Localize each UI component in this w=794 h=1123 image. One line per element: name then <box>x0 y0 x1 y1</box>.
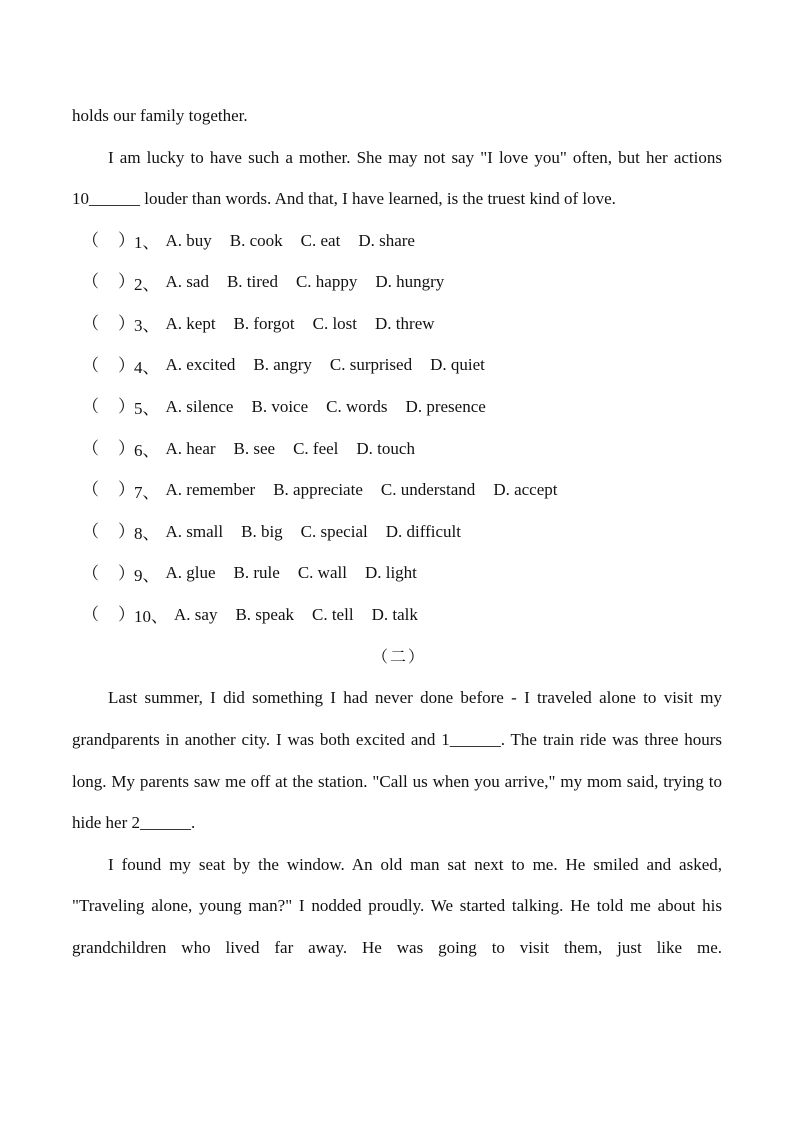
right-paren: ） <box>118 480 135 500</box>
answer-option: A. say <box>174 604 218 624</box>
answer-option: D. share <box>358 230 415 250</box>
passage-continuation: holds our family together. <box>72 106 248 125</box>
left-paren: （ <box>82 438 99 458</box>
question-list <box>72 220 722 636</box>
answer-option: A. hear <box>165 438 216 458</box>
answer-option: D. difficult <box>385 521 461 541</box>
answer-option: A. buy <box>165 230 212 250</box>
question-number: 8、 <box>134 524 160 544</box>
question-row <box>72 386 722 428</box>
question-number: 5、 <box>134 399 160 419</box>
question-number: 3、 <box>134 316 160 336</box>
right-paren: ） <box>118 397 135 417</box>
answer-blank[interactable] <box>72 594 134 636</box>
story-paragraph-one: Last summer, I did something I had never done before - I traveled alone to visit my grandparents in another city. I was both excited and 1______. The train ride was three hours long. My parents saw me off at the station. "Call us when you arrive," my mom said, trying to hide her 2______. <box>72 688 722 833</box>
answer-option: C. feel <box>293 438 339 458</box>
answer-option: B. appreciate <box>273 480 363 500</box>
question-row <box>72 220 722 262</box>
left-paren: （ <box>82 355 99 375</box>
answer-blank[interactable] <box>72 345 134 387</box>
right-paren: ） <box>118 230 135 250</box>
answer-option: D. presence <box>405 396 486 416</box>
answer-option: B. see <box>233 438 276 458</box>
answer-option: B. voice <box>251 396 309 416</box>
answer-option: C. wall <box>297 563 347 583</box>
question-number: 6、 <box>134 441 160 461</box>
passage-closing-paragraph: I am lucky to have such a mother. She may not say "I love you" often, but her actions 10______ louder than words. And that, I have learned, is the truest kind of love. <box>72 147 722 209</box>
answer-option: D. threw <box>375 313 435 333</box>
answer-option: C. surprised <box>329 355 413 375</box>
question-row <box>72 469 722 511</box>
answer-option: C. words <box>326 396 388 416</box>
answer-blank[interactable] <box>72 261 134 303</box>
right-paren: ） <box>118 521 135 541</box>
answer-blank[interactable] <box>72 220 134 262</box>
left-paren: （ <box>82 563 99 583</box>
question-row <box>72 261 722 303</box>
answer-blank[interactable] <box>72 511 134 553</box>
answer-blank[interactable] <box>72 303 134 345</box>
question-row <box>72 345 722 387</box>
section-title: （二） <box>371 646 426 666</box>
answer-option: A. excited <box>165 355 236 375</box>
answer-option: D. talk <box>371 604 418 624</box>
right-paren: ） <box>118 605 135 625</box>
answer-option: B. big <box>241 521 283 541</box>
question-row <box>72 303 722 345</box>
answer-blank[interactable] <box>72 386 134 428</box>
right-paren: ） <box>118 563 135 583</box>
question-row <box>72 428 722 470</box>
answer-option: C. special <box>300 521 368 541</box>
right-paren: ） <box>118 272 135 292</box>
answer-option: B. angry <box>253 355 312 375</box>
right-paren: ） <box>118 313 135 333</box>
answer-option: D. accept <box>493 480 558 500</box>
answer-option: C. understand <box>380 480 476 500</box>
question-number: 7、 <box>134 482 160 502</box>
right-paren: ） <box>118 438 135 458</box>
answer-option: A. glue <box>165 563 216 583</box>
story-paragraph-two: I found my seat by the window. An old man sat next to me. He smiled and asked, "Traveling alone, young man?" I nodded proudly. We started talking. He told me about his grandchildren who lived far away. He was going to visit them, just like me. <box>72 854 722 957</box>
answer-option: B. tired <box>226 272 278 292</box>
document-page <box>72 95 722 968</box>
answer-option: D. quiet <box>430 355 485 375</box>
left-paren: （ <box>82 313 99 333</box>
answer-option: C. eat <box>300 230 341 250</box>
question-row <box>72 553 722 595</box>
answer-option: B. speak <box>235 604 294 624</box>
question-number: 10、 <box>134 607 168 627</box>
left-paren: （ <box>82 272 99 292</box>
answer-option: B. forgot <box>233 313 295 333</box>
answer-option: B. cook <box>229 230 283 250</box>
question-number: 4、 <box>134 357 160 377</box>
question-number: 1、 <box>134 233 160 253</box>
answer-option: A. silence <box>165 396 234 416</box>
question-row <box>72 511 722 553</box>
question-number: 2、 <box>134 274 160 294</box>
answer-option: A. remember <box>165 480 256 500</box>
answer-option: D. light <box>364 563 417 583</box>
left-paren: （ <box>82 521 99 541</box>
left-paren: （ <box>82 480 99 500</box>
answer-option: D. hungry <box>375 272 445 292</box>
answer-option: C. happy <box>295 272 358 292</box>
left-paren: （ <box>82 230 99 250</box>
answer-blank[interactable] <box>72 469 134 511</box>
answer-option: B. rule <box>233 563 280 583</box>
answer-option: A. sad <box>165 272 209 292</box>
question-row <box>72 594 722 636</box>
answer-option: C. tell <box>312 604 354 624</box>
answer-option: A. small <box>165 521 224 541</box>
right-paren: ） <box>118 355 135 375</box>
left-paren: （ <box>82 605 99 625</box>
answer-option: D. touch <box>356 438 415 458</box>
answer-blank[interactable] <box>72 553 134 595</box>
question-number: 9、 <box>134 565 160 585</box>
left-paren: （ <box>82 397 99 417</box>
answer-option: A. kept <box>165 313 216 333</box>
answer-option: C. lost <box>312 313 358 333</box>
answer-blank[interactable] <box>72 428 134 470</box>
